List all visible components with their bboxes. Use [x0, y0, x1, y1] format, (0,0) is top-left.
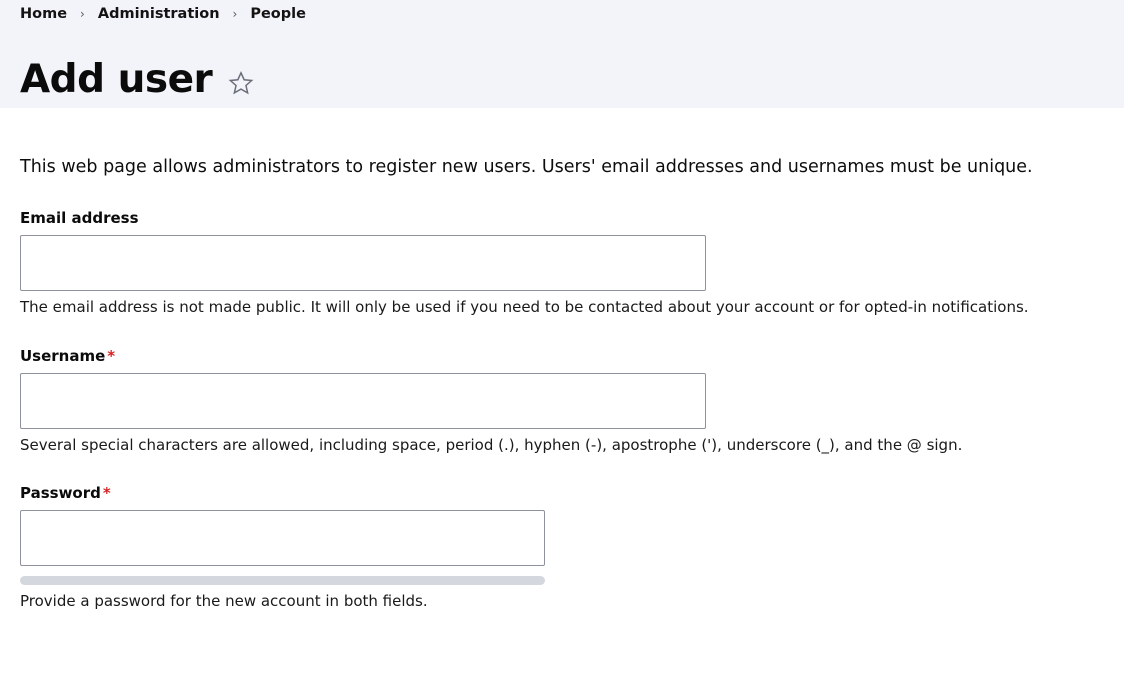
password-label	[20, 484, 1104, 502]
breadcrumb-item-people[interactable]: People	[250, 6, 306, 22]
password-strength-meter	[20, 576, 545, 585]
password-field[interactable]	[20, 510, 545, 566]
breadcrumb-separator-icon: ›	[80, 7, 85, 21]
field-password	[20, 484, 1104, 611]
title-row	[0, 28, 1124, 125]
page-header	[0, 0, 1124, 108]
username-label-text: Username	[20, 346, 106, 365]
username-description: Several special characters are allowed, including space, period (.), hyphen (-), apostrophe ('), underscore (_), and the @ sign.	[20, 435, 963, 454]
breadcrumb-item-administration[interactable]: Administration	[97, 6, 220, 22]
page-title: Add user	[20, 57, 213, 103]
username-field[interactable]	[20, 373, 706, 429]
password-description: Provide a password for the new account in both fields.	[20, 592, 428, 611]
password-required-marker: *	[102, 484, 111, 503]
email-label	[20, 209, 1104, 227]
field-username	[20, 347, 1104, 455]
breadcrumb-separator-icon: ›	[232, 7, 238, 21]
email-field[interactable]	[20, 235, 706, 291]
username-required-marker: *	[107, 346, 116, 365]
email-description: The email address is not made public. It will only be used if you need to be contacted about your account or for opted-in notifications.	[20, 297, 1029, 316]
username-label	[20, 347, 1104, 365]
password-label-text: Password	[20, 484, 101, 503]
main-content	[0, 156, 1124, 611]
intro-text: This web page allows administrators to register new users. Users' email addresses and usernames must be unique.	[20, 157, 1033, 177]
email-label-text: Email address	[20, 208, 139, 227]
breadcrumb-item-home[interactable]: Home	[20, 6, 68, 22]
breadcrumb	[0, 0, 1124, 28]
field-email	[20, 209, 1104, 317]
star-outline-icon[interactable]	[228, 70, 254, 96]
